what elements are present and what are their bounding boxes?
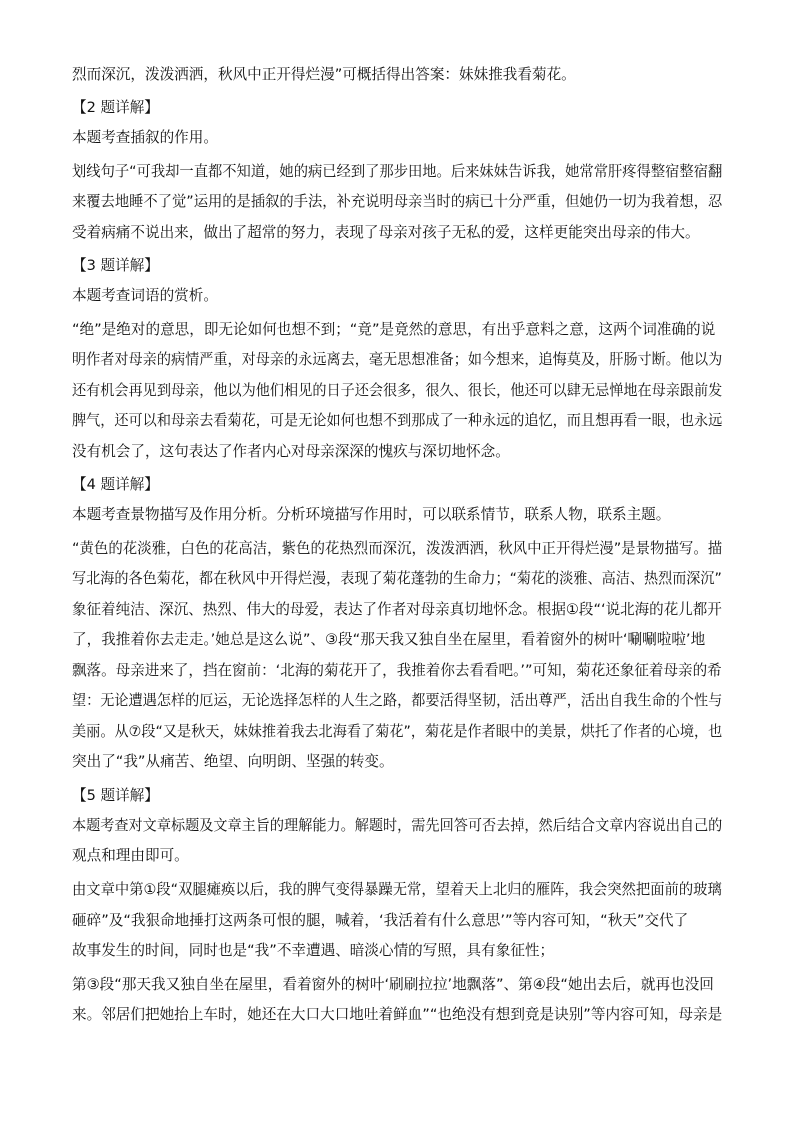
text-line: 本题考查插叙的作用。	[72, 129, 218, 146]
text-line: 划线句子“可我却一直都不知道，她的病已经到了那步田地。后来妹妹告诉我，她常常肝疼得整宿整宿翻	[72, 163, 723, 180]
text-line: 砸碎”及“我狠命地捶打这两条可恨的腿，喊着，‘我活着有什么意思’”等内容可知，“秋天”交代了	[72, 912, 689, 929]
text-line: 了，我推着你去走走。’她总是这么说”、③段“那天我又独自坐在屋里，看着窗外的树叶‘唰唰啦啦’地	[72, 631, 706, 648]
section-heading-4: 【4 题详解】	[72, 476, 159, 493]
text-line: 由文章中第①段“双腿瘫痪以后，我的脾气变得暴躁无常，望着天上北归的雁阵，我会突然把面前的玻璃	[72, 881, 722, 898]
text-line: 故事发生的时间，同时也是“我”不幸遭遇、暗淡心情的写照，具有象征性；	[72, 942, 555, 959]
text-line: 本题考查词语的赏析。	[72, 287, 218, 304]
text-line: 第③段“那天我又独自坐在屋里，看着窗外的树叶‘刷刷拉拉’地飘落”、第④段“她出去后，就再也没回	[72, 976, 714, 993]
text-line: “黄色的花淡雅，白色的花高洁，紫色的花热烈而深沉，泼泼洒洒，秋风中正开得烂漫”是景物描写。描	[72, 540, 723, 557]
text-line: 本题考查对文章标题及文章主旨的理解能力。解题时，需先回答可否去掉，然后结合文章内容说出自己的	[72, 817, 723, 834]
text-line: 来。邻居们把她抬上车时，她还在大口大口地吐着鲜血”“也绝没有想到竟是诀别”等内容可知，母亲是	[72, 1006, 723, 1023]
text-line: 观点和理由即可。	[72, 847, 189, 864]
text-line: 突出了“我”从痛苦、绝望、向明朗、坚强的转变。	[72, 753, 394, 770]
text-line: 望：无论遭遇怎样的厄运，无论选择怎样的人生之路，都要活得坚韧，活出尊严，活出自我生命的个性与	[72, 692, 723, 709]
section-heading-5: 【5 题详解】	[72, 787, 159, 804]
text-line: 本题考查景物描写及作用分析。分析环境描写作用时，可以联系情节，联系人物，联系主题。	[72, 506, 671, 523]
text-line: 写北海的各色菊花，都在秋风中开得烂漫，表现了菊花蓬勃的生命力；“菊花的淡雅、高洁、热烈而深沉”	[72, 570, 722, 587]
text-line: “绝”是绝对的意思，即无论如何也想不到；“竟”是竟然的意思，有出乎意料之意，这两个词准确的说	[72, 321, 716, 338]
text-line: 烈而深沉，泼泼洒洒，秋风中正开得烂漫”可概括得出答案：妹妹推我看菊花。	[72, 66, 576, 83]
text-line: 象征着纯洁、深沉、热烈、伟大的母爱，表达了作者对母亲真切地怀念。根据①段“‘说北海的花儿都开	[72, 601, 722, 618]
section-heading-3: 【3 题详解】	[72, 257, 159, 274]
text-line: 脾气，还可以和母亲去看菊花，可是无论如何也想不到那成了一种永远的追忆，而且想再看一眼，也永远	[72, 412, 723, 429]
text-line: 没有机会了，这句表达了作者内心对母亲深深的愧疚与深切地怀念。	[72, 443, 510, 460]
text-line: 美丽。从⑦段“又是秋天，妹妹推着我去北海看了菊花”，菊花是作者眼中的美景，烘托了作者的心境，也	[72, 723, 723, 740]
text-line: 还有机会再见到母亲，他以为他们相见的日子还会很多，很久、很长，他还可以肆无忌惮地在母亲跟前发	[72, 382, 723, 399]
section-heading-2: 【2 题详解】	[72, 99, 159, 116]
text-line: 飘落。母亲进来了，挡在窗前：‘北海的菊花开了，我推着你去看看吧。’”可知，菊花还象征着母亲的希	[72, 662, 722, 679]
text-line: 受着病痛不说出来，做出了超常的努力，表现了母亲对孩子无私的爱，这样更能突出母亲的伟大。	[72, 224, 700, 241]
text-line: 来覆去地睡不了觉”运用的是插叙的手法，补充说明母亲当时的病已十分严重，但她仍一切为我着想，忍	[72, 193, 723, 210]
text-line: 明作者对母亲的病情严重，对母亲的永远离去，毫无思想准备；如今想来，追悔莫及，肝肠寸断。他以为	[72, 351, 723, 368]
